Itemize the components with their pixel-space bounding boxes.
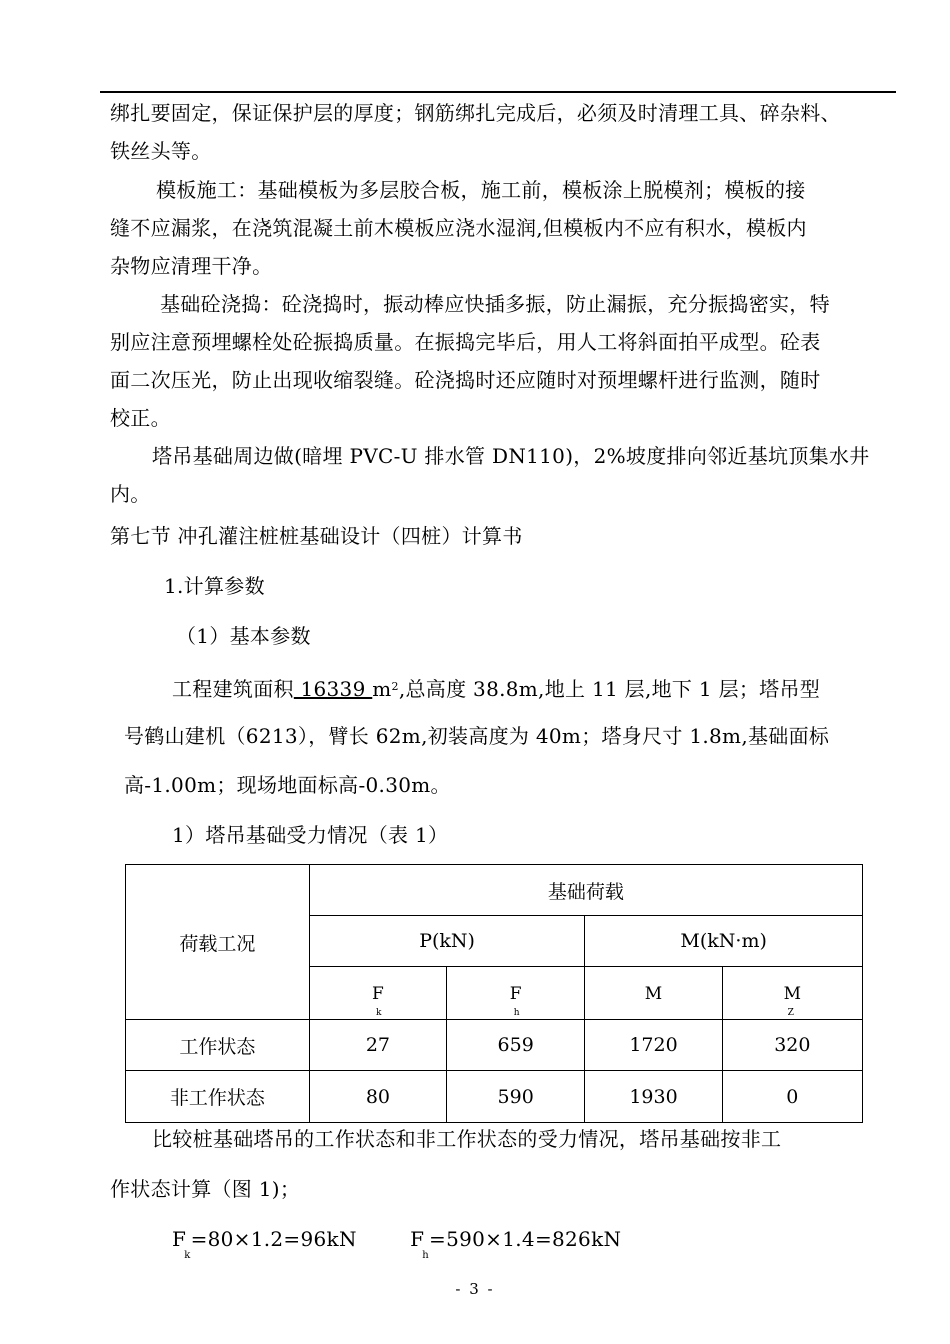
row-header: 荷载工况 [179, 932, 256, 955]
section-title: 第七节 冲孔灌注桩桩基础设计（四桩）计算书 [110, 524, 523, 548]
table-cell: 1720 [585, 1020, 722, 1071]
p-group-header: P(kN) [419, 930, 475, 952]
para-line: 铁丝头等。 [110, 139, 212, 163]
para-line: 比较桩基础塔吊的工作状态和非工作状态的受力情况，塔吊基础按非工 [152, 1127, 782, 1151]
area-unit: m [372, 677, 392, 701]
table-cell: 27 [309, 1020, 446, 1071]
group-header: 基础荷载 [547, 880, 624, 903]
table-cell: 590 [447, 1071, 585, 1123]
para-line: 塔吊基础周边做(暗埋 PVC-U 排水管 DN110)，2%坡度排向邻近基坑顶集水井 [152, 444, 870, 468]
area-value: 16339 [293, 677, 373, 701]
table-row [126, 1020, 863, 1071]
m-group-header: M(kN·m) [680, 930, 767, 952]
table-cell: 0 [722, 1071, 862, 1123]
row-label: 非工作状态 [126, 1071, 310, 1123]
group-header-cell [309, 865, 862, 916]
para-line: 缝不应漏浆，在浇筑混凝土前木模板应浇水湿润,但模板内不应有积水，模板内 [110, 216, 807, 240]
params-line [172, 674, 820, 702]
column-header: F h [447, 967, 585, 1020]
params-line: 高-1.00m；现场地面标高-0.30m。 [124, 773, 451, 797]
header-rule [100, 91, 896, 93]
m-group-cell [585, 916, 863, 967]
table-cell: 659 [447, 1020, 585, 1071]
column-header: M [585, 967, 722, 1020]
table-cell: 1930 [585, 1071, 722, 1123]
params-line: 号鹤山建机（6213），臂长 62m,初装高度为 40m；塔身尺寸 1.8m,基础面标 [124, 724, 830, 748]
row-header-cell [126, 865, 310, 1020]
subsection-title: 1.计算参数 [164, 574, 265, 598]
params-text: 工程建筑面积 [172, 677, 294, 701]
table-cell: 80 [309, 1071, 446, 1123]
area-unit-sup: 2 [391, 680, 399, 693]
table-cell: 320 [722, 1020, 862, 1071]
table-row [126, 1071, 863, 1123]
para-line: 内。 [110, 482, 151, 506]
column-header: F k [309, 967, 446, 1020]
params-text: ,总高度 38.8m,地上 11 层,地下 1 层；塔吊型 [398, 677, 821, 701]
load-table [125, 864, 863, 1123]
formula-fh: $F_h=590\times 1.4=826kN$ [410, 1227, 622, 1261]
para-line: 别应注意预埋螺栓处砼振捣质量。在振捣完毕后，用人工将斜面拍平成型。砼表 [110, 330, 821, 354]
row-label: 工作状态 [126, 1020, 310, 1071]
para-line: 模板施工：基础模板为多层胶合板，施工前，模板涂上脱模剂；模板的接 [156, 178, 806, 202]
para-line: 校正。 [110, 406, 171, 430]
p-group-cell [309, 916, 584, 967]
formula-fk: $F_k=80\times 1.2=96kN$ [172, 1227, 357, 1261]
para-line: 作状态计算（图 1)； [110, 1177, 301, 1201]
para-line: 面二次压光，防止出现收缩裂缝。砼浇捣时还应随时对预埋螺杆进行监测，随时 [110, 368, 821, 392]
para-line: 绑扎要固定，保证保护层的厚度；钢筋绑扎完成后，必须及时清理工具、碎杂料、 [110, 101, 841, 125]
column-header: M Z [722, 967, 862, 1020]
formula-line [172, 1226, 621, 1269]
page-number: - 3 - [455, 1280, 495, 1298]
table-caption: 1）塔吊基础受力情况（表 1） [172, 823, 449, 847]
para-line: 杂物应清理干净。 [110, 254, 273, 278]
subsection-title: （1）基本参数 [176, 624, 311, 648]
para-line: 基础砼浇捣：砼浇捣时，振动棒应快插多振，防止漏振，充分振捣密实，特 [160, 292, 830, 316]
